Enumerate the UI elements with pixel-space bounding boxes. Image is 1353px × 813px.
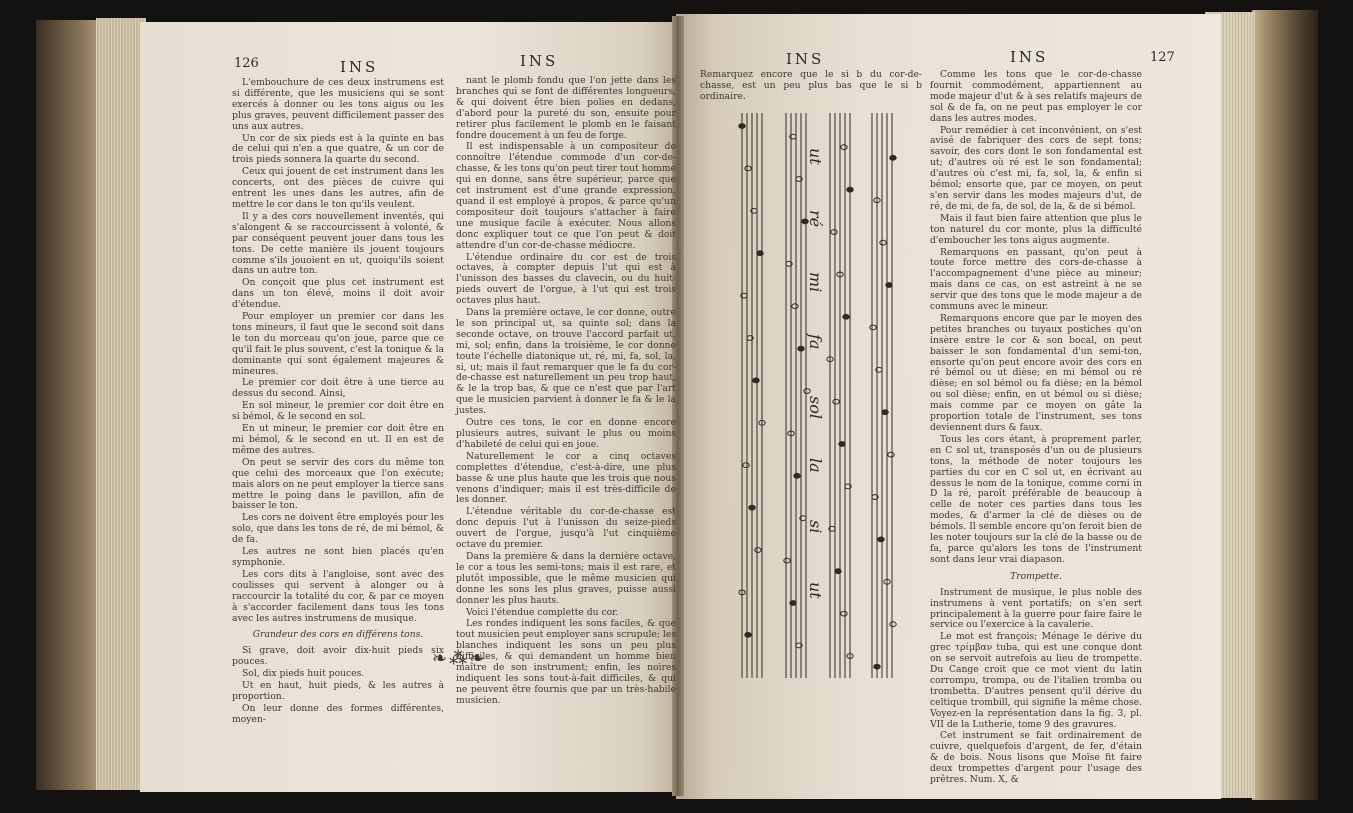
intro-text: Remarquez encore que le si b du cor-de-chasse, est un peu plus bas que le si b ordinaire.: [700, 69, 922, 102]
paragraph: Dans la première & dans la dernière octave, le cor a tous les semi-tons; mais il est rare, et plutôt impossible, que le même musicien qui donne les sons les plus graves, puisse aussi donner les plus hauts.: [456, 550, 676, 606]
paragraph: Cet instrument se fait ordinairement de cuivre, quelquefois d'argent, de fer, d'étain & de bois. Nous lisons que Moïse fit faire deux trompettes d'argent pour l'usage des prêtres. Num. X, &: [930, 730, 1142, 786]
paragraph: Remarquons encore que par le moyen des petites branches ou tuyaux postiches qu'on insère entre le cor & son bocal, on peut baisser le son fondamental d'un semi-ton, ensorte qu'on peut encore avoir des cors en ré bémol ou ut dièse; en mi bémol ou ré dièse; en sol bémol ou fa dièse; en la bémol ou sol dièse; enfin, en ut bémol ou si dièse; mais comme par ce moyen on gâte la proportion totale de l'instrument, ses tons deviennent durs & faux.: [930, 312, 1142, 433]
right-running-header-right: INS: [1010, 48, 1049, 66]
staff-note: [890, 155, 896, 160]
staff-svg: [730, 108, 918, 688]
staff-note: [841, 145, 847, 150]
left-column-2: [456, 75, 676, 706]
paragraph: Le mot est françois; Ménage le dérive du grec τρίμβαν tuba, qui est une conque dont on se servoit autrefois au lieu de trompette. Du Cange croit que ce mot vient du latin corrompu, trompa, ou de l'italien tromba ou trombetta. D'autres pensent qu'il dérive du celtique trombill, qui signifie la même chose. Voyez-en la représentation dans la fig. 3, pl. VII de la Lutherie, tome 9 des gravures.: [930, 631, 1142, 730]
staff-note: [870, 325, 876, 330]
paragraph: L'embouchure de ces deux instrumens est si différente, que les musiciens qui se sont exercés à donner ou les tons aigus ou les plus graves, peuvent difficilement passer des uns aux autres.: [232, 77, 444, 132]
staff-note-label: ut: [806, 582, 825, 599]
right-page-number: 127: [1150, 50, 1175, 65]
paragraph: Ut en haut, huit pieds, & les autres à proportion.: [232, 680, 444, 702]
paragraph: Il est indispensable à un compositeur de connoître l'étendue commode d'un cor-de-chasse, & les tons qu'on peut tirer tout homme qui en donne, sans être supérieur, parce que cet instrument est d'une grande expression, quand il est employé à propos, & parce qu'un compositeur doit toujours s'attacher à faire une musique facile à exécuter. Nous allons donc expliquer tout ce que l'on peut & doit attendre d'un cor-de-chasse médiocre.: [456, 141, 676, 251]
right-col-tail: [930, 588, 1142, 786]
staff-note-label: sol: [806, 396, 825, 419]
paragraph: Le premier cor doit être à une tierce au dessus du second. Ainsi,: [232, 377, 444, 400]
paragraph: Instrument de musique, le plus noble des instrumens à vent portatifs; on s'en sert principalement à la guerre pour faire faire le service ou l'exercice à la cavalerie.: [930, 586, 1142, 631]
staff-note: [745, 166, 751, 171]
staff-note: [882, 410, 888, 415]
left-page-edges: [96, 18, 146, 790]
paragraph: Pour remédier à cet inconvénient, on s'est avisé de fabriquer des cors de sept tons; savoir, des cors dont le son fondamental est ut; d'autres où ré est le son fondamental; d'autres où c'est mi, fa, sol, la, & enfin si bémol; ensorte que, par ce moyen, on peut s'en servir dans les modes majeurs d'ut, de ré, de mi, de fa, de sol, de la, & de si bémol.: [930, 124, 1142, 212]
paragraph: En sol mineur, le premier cor doit être en si bémol, & le second en sol.: [232, 400, 444, 423]
paragraph: Naturellement le cor a cinq octaves complettes d'étendue, c'est-à-dire, une plus basse & une plus haute que les trois que nous venons d'indiquer; mais il est très-difficile de les donner.: [456, 450, 676, 506]
paragraph: Mais il faut bien faire attention que plus le ton naturel du cor monte, plus la difficulté d'emboucher les tons aigus augmente.: [930, 212, 1142, 246]
staff-note: [878, 537, 884, 542]
paragraph: nant le plomb fondu que l'on jette dans les branches qui se font de différentes longueurs, & qui doivent être bien polies en dedans, d'abord pour la pureté du son, ensuite pour retirer plus facilement le plomb en le faisant fondre doucement à un feu de forge.: [456, 75, 676, 141]
left-col1-subhead: Grandeur des cors en différens tons.: [252, 629, 424, 641]
staff-note: [745, 632, 751, 637]
paragraph: On leur donne des formes différentes, moyen-: [232, 702, 444, 725]
paragraph: Les rondes indiquent les sons faciles, & que tout musicien peut employer sans scrupule; les blanches indiquent les sons un peu plus difficiles, & qui demandent un homme bien maître de son instrument; enfin, les noires indiquent les sons tout-à-fait difficiles, & qui ne peuvent être fournis que par un très-habile musicien.: [456, 618, 676, 706]
paragraph: Les cors dits à l'angloise, sont avec des coulisses qui servent à alonger ou à raccourcir la totalité du cor, & par ce moyen à s'accorder facilement dans tous les tons avec les autres instrumens de musique.: [232, 568, 444, 624]
paragraph: Ceux qui jouent de cet instrument dans les concerts, ont des pièces de cuivre qui entrent les unes dans les autres, afin de mettre le cor dans le ton qu'ils veulent.: [232, 166, 444, 210]
staff-note: [794, 473, 800, 478]
paragraph: Remarquons en passant, qu'on peut à toute force mettre des cors-de-chasse à l'accompagnement d'une pièce au mineur; mais dans ce cas, on est astreint à ne se servir que des tons que le mode majeur a de communs avec le mineur.: [930, 246, 1142, 313]
paragraph: Comme les tons que le cor-de-chasse fournit commodément, appartiennent au mode majeur d'ut & à ses relatifs majeurs de sol & de fa, on ne peut pas employer le cor dans les autres modes.: [930, 69, 1142, 124]
paragraph: Dans la première octave, le cor donne, outre le son principal ut, sa quinte sol; dans la seconde octave, on trouve l'accord parfait ut, mi, sol; enfin, dans la troisième, le cor donne toute l'échelle diatonique ut, ré, mi, fa, sol, la, si, ut; mais il faut remarquer que le fa du cor-de-chasse est naturellement un peu trop haut, & le la trop bas, & que ce n'est que par l'art que le musicien parvient à donner le fa & le la justes.: [456, 307, 676, 417]
staff-note: [874, 664, 880, 669]
staff-note: [790, 601, 796, 606]
staff-note: [749, 505, 755, 510]
right-cover: [1252, 10, 1318, 800]
paragraph: Un cor de six pieds est à la quinte en bas de celui qui n'en a que quatre, & un cor de trois pieds sonnera la quarte du second.: [232, 132, 444, 166]
horn-range-music-staff: [730, 108, 918, 688]
staff-note-label: ré: [806, 210, 825, 228]
staff-note: [835, 569, 841, 574]
staff-note-label: la: [806, 458, 825, 473]
trompette-subhead: Trompette.: [1010, 570, 1062, 582]
left-page-number: 126: [234, 56, 259, 71]
left-column-1: [232, 77, 444, 725]
staff-note: [841, 611, 847, 616]
staff-note: [757, 251, 763, 256]
right-column: [930, 70, 1142, 790]
staff-note: [833, 399, 839, 404]
staff-note: [839, 442, 845, 447]
paragraph: Tous les cors étant, à proprement parler, en C sol ut, transposés d'un ou de plusieurs tons, la méthode de noter toujours les parties du cor en C sol ut, en écrivant au dessus le nom de la tonique, comme corni in D la ré, paroît préférable de beaucoup à celle de noter ces parties dans tous les modes, & d'armer la clé de dièses ou de bémols. Il semble encore qu'on feroit bien de les noter toujours sur la clé de la basse ou de fa, parce qu'alors les tons de l'instrument sont dans leur vrai diapason.: [930, 433, 1142, 565]
paragraph: L'étendue ordinaire du cor est de trois octaves, à compter depuis l'ut qui est à l'unisson des basses du clavecin, ou du huit-pieds ouvert de l'orgue, à l'ut qui est trois octaves plus haut.: [456, 251, 676, 307]
left-running-header: INS: [340, 58, 379, 76]
ornament-fleuron: ❧⁂❧: [432, 648, 487, 669]
left-col2-paragraphs: [456, 76, 676, 707]
staff-note: [831, 230, 837, 235]
paragraph: Les cors ne doivent être employés pour les solo, que dans les tons de ré, de mi bémol, & de fa.: [232, 512, 444, 546]
staff-note: [888, 452, 894, 457]
left-col1-paragraphs: [232, 78, 444, 624]
paragraph: L'étendue véritable du cor-de-chasse est donc depuis l'ut à l'unisson du seize-pieds ouvert de l'orgue, jusqu'à l'ut cinquième octave du premier.: [456, 506, 676, 551]
staff-note: [792, 304, 798, 309]
paragraph: On conçoit que plus cet instrument est dans un ton élevé, moins il doit avoir d'étendue.: [232, 277, 444, 311]
staff-note-label: mi: [806, 272, 825, 293]
right-intro-note: [700, 70, 922, 100]
right-col-paragraphs: [930, 70, 1142, 566]
left-col1-tail: [232, 646, 444, 725]
right-running-header-left: INS: [786, 50, 825, 68]
staff-note-label: si: [806, 520, 825, 534]
staff-note: [890, 622, 896, 627]
paragraph: En ut mineur, le premier cor doit être en mi bémol, & le second en ut. Il en est de même des autres.: [232, 423, 444, 456]
staff-note: [847, 187, 853, 192]
staff-note: [753, 378, 759, 383]
staff-note: [843, 314, 849, 319]
paragraph: Sol, dix pieds huit pouces.: [242, 668, 365, 680]
paragraph: On peut se servir des cors du même ton que celui des morceaux que l'on exécute; mais alors on ne peut employer la tierce sans mettre le poing dans le pavillon, afin de baisser le ton.: [232, 456, 444, 512]
paragraph: Si grave, doit avoir dix-huit pieds six pouces.: [232, 645, 444, 668]
paragraph: Il y a des cors nouvellement inventés, qui s'alongent & se raccourcissent à volonté, & par conséquent peuvent jouer dans tous les tons. De cette manière ils jouent toujours comme s'ils jouoient en ut, quoiqu'ils soient dans un autre ton.: [232, 210, 444, 277]
staff-note-label: fa: [806, 334, 825, 350]
staff-note: [880, 240, 886, 245]
staff-note: [743, 463, 749, 468]
staff-note: [886, 283, 892, 288]
paragraph: Les autres ne sont bien placés qu'en symphonie.: [232, 546, 444, 568]
paragraph: Voici l'étendue complette du cor.: [466, 606, 619, 618]
paragraph: Pour employer un premier cor dans les tons mineurs, il faut que le second soit dans le ton du morceau qu'on joue, parce que ce qu'il fait le plus souvent, c'est la tonique & la dominante qui sont également majeures & mineures.: [232, 311, 444, 377]
staff-note: [739, 124, 745, 129]
paragraph: Outre ces tons, le cor en donne encore plusieurs autres, suivant le plus ou moins d'habileté de celui qui en joue.: [456, 417, 676, 450]
left-running-header-2: INS: [520, 52, 559, 70]
staff-note: [804, 389, 810, 394]
staff-note-label: ut: [806, 148, 825, 165]
staff-note: [784, 558, 790, 563]
staff-note: [798, 346, 804, 351]
staff-note: [755, 548, 761, 553]
